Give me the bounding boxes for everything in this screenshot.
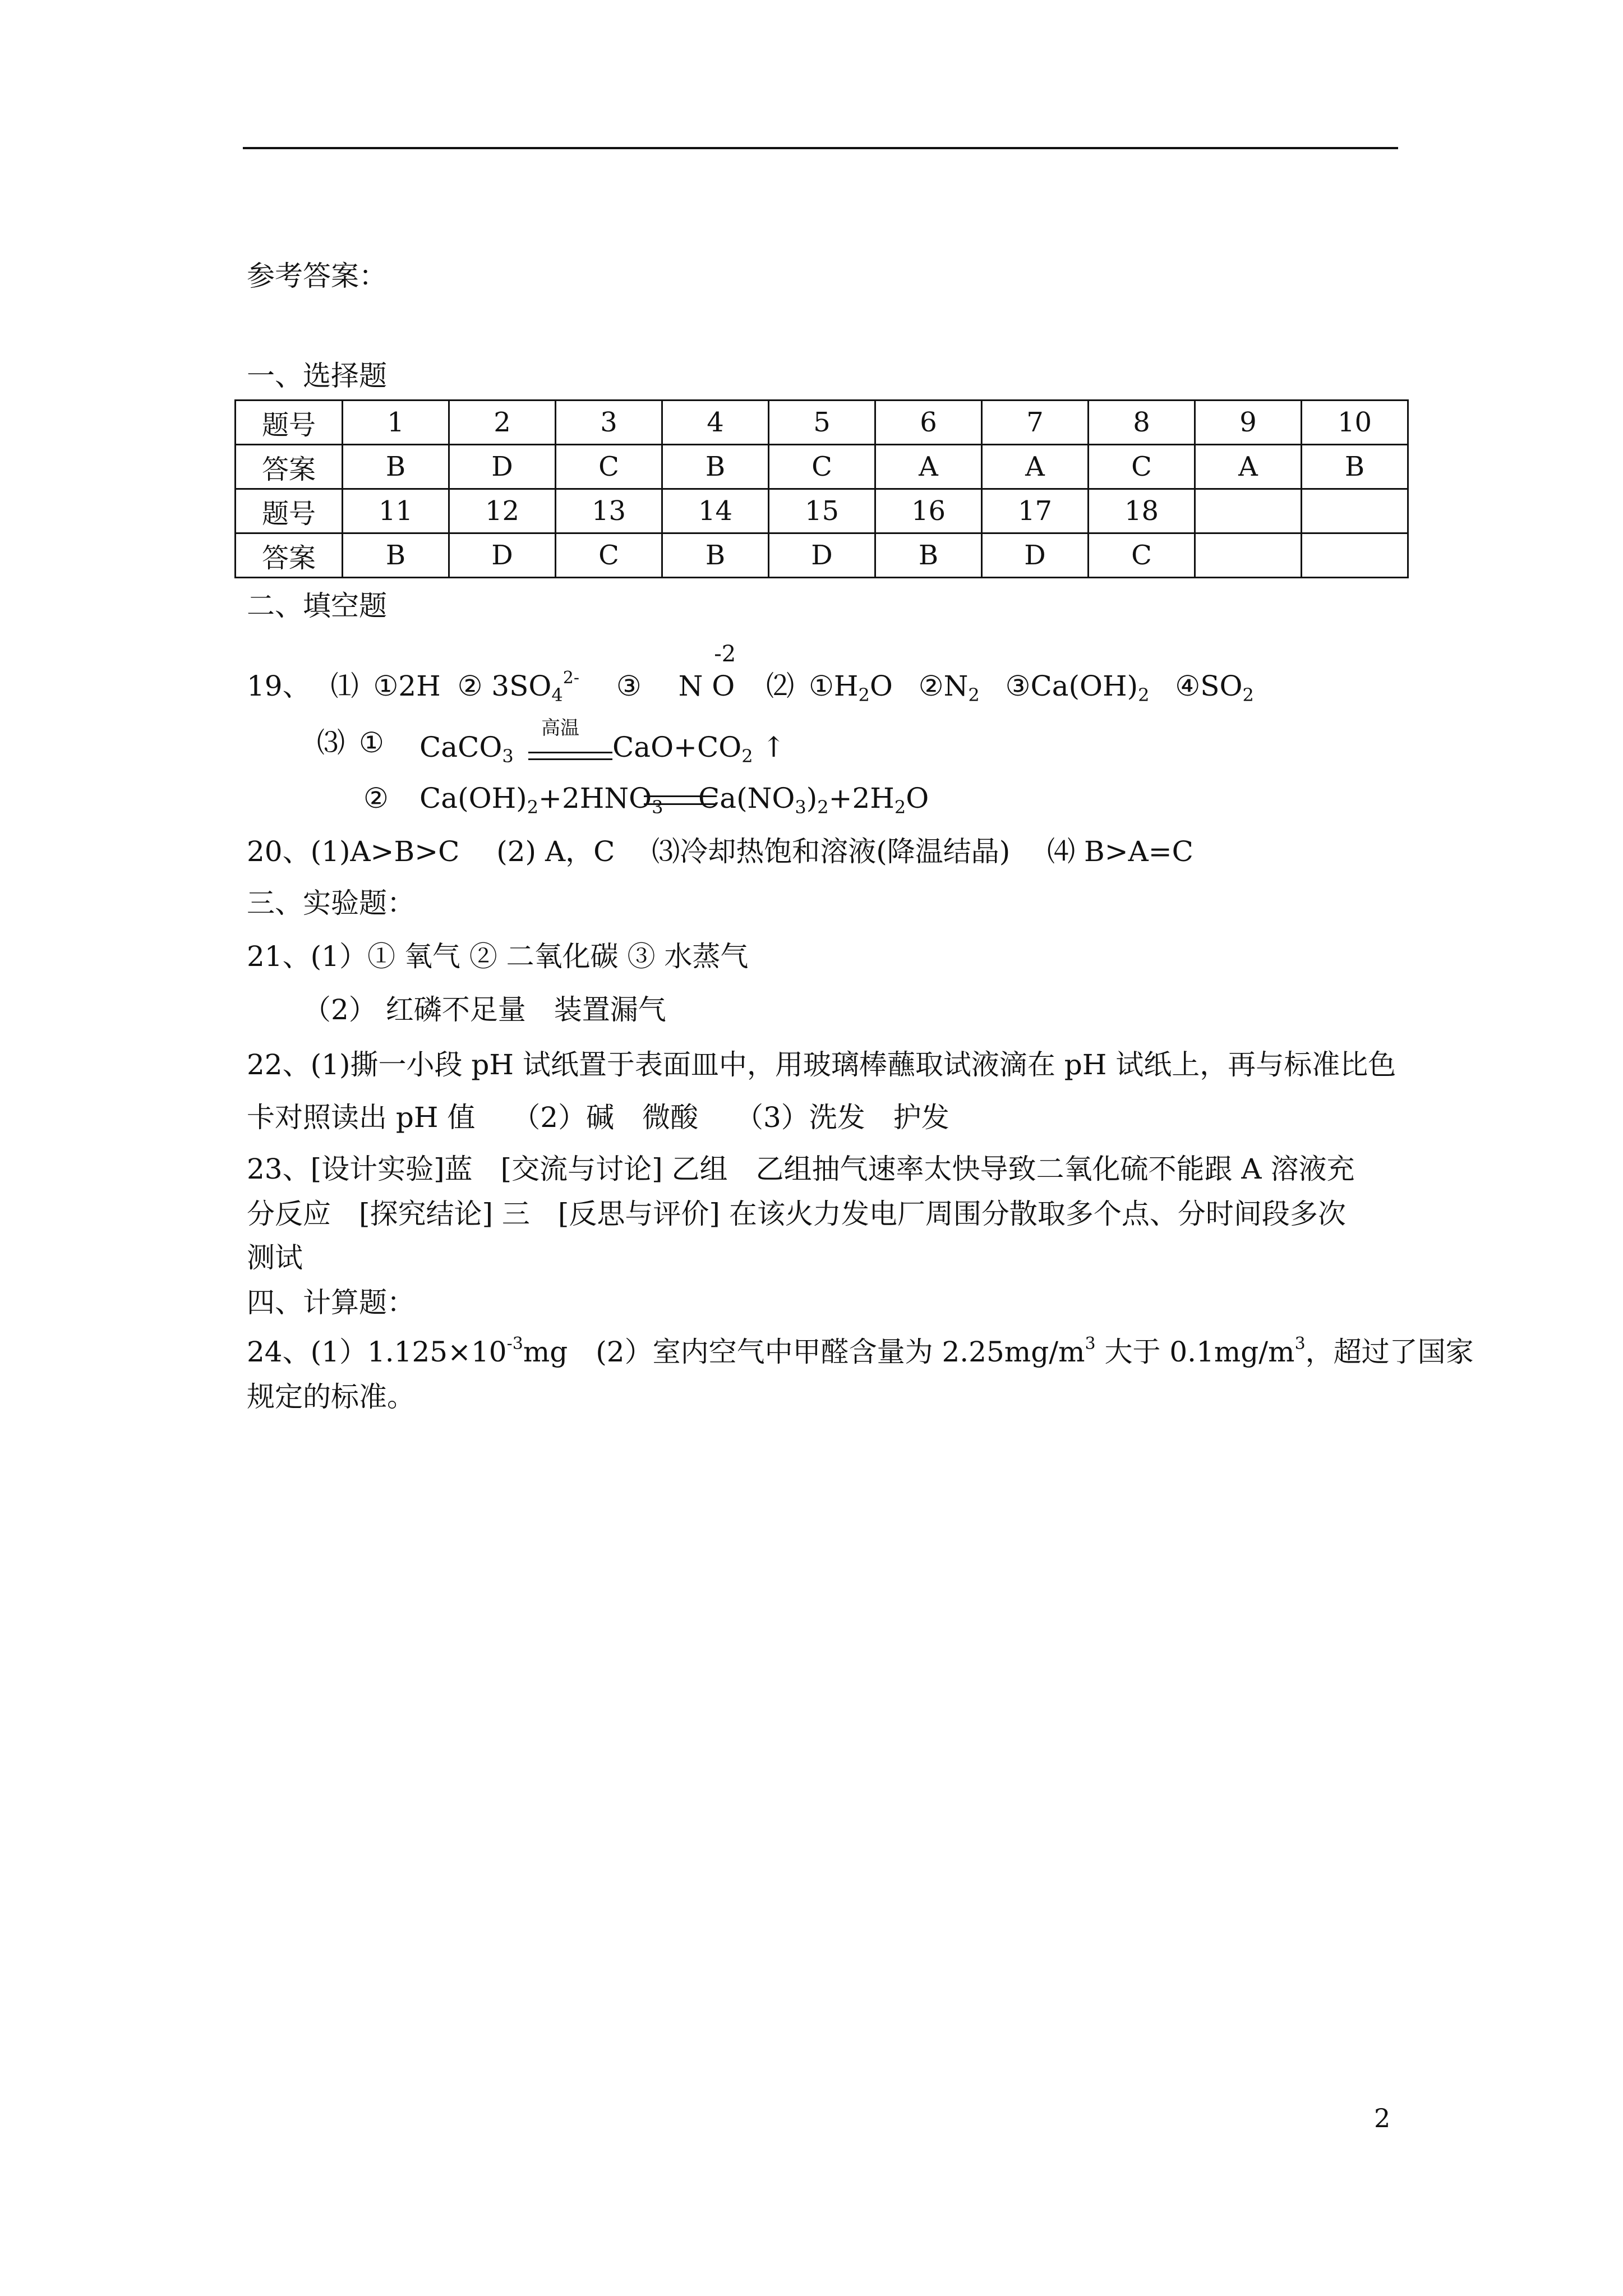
table-cell: B [662,533,769,578]
eq1-product: $CaO+CO_2$ ↑ [612,731,786,767]
section-heading-choice: 一、选择题 [247,360,387,392]
table-cell: C [1089,445,1195,489]
section-heading-calc: 四、计算题： [247,1286,415,1319]
q19-b2: $②N_2$ [918,670,980,706]
q19-part1: ⑴ [330,670,359,702]
q19-charge-label: -2 [714,641,736,667]
table-cell: 9 [1195,401,1302,445]
table-row [236,445,1408,489]
table-cell: A [875,445,982,489]
table-cell: 14 [662,489,769,533]
table-cell: D [769,533,875,578]
table-cell: 5 [769,401,875,445]
q19-number: 19、 [247,670,311,702]
row-header: 题号 [236,489,343,533]
q19-a2: ② $3SO_4^{2-}$ [457,668,579,706]
q23-line3: 测试 [247,1241,303,1274]
table-row [236,401,1408,445]
table-cell: B [343,533,449,578]
table-cell: C [1089,533,1195,578]
table-cell [1302,533,1408,578]
q24-line2: 规定的标准。 [247,1381,415,1413]
table-cell [1195,533,1302,578]
q22-line2: 卡对照读出 pH 值 （2）碱 微酸 （3）洗发 护发 [247,1101,949,1134]
q23-line1: 23、[设计实验]蓝 [交流与讨论] 乙组 乙组抽气速率太快导致二氧化硫不能跟 A 溶液充 [247,1153,1355,1185]
eq2-reactants: $Ca(OH)_2+2HNO_3$ [419,782,663,818]
q19-a3-formula: N O -2 [679,670,735,702]
table-cell: 8 [1089,401,1195,445]
table-cell: 18 [1089,489,1195,533]
table-cell: 4 [662,401,769,445]
table-cell: D [982,533,1089,578]
eq1-reactant: CaCO$_3$ [419,731,514,767]
q19-a1: ①2H [373,670,441,702]
table-cell: 3 [556,401,662,445]
table-cell: 10 [1302,401,1408,445]
q21-line2: （2） 红磷不足量 装置漏气 [303,993,666,1026]
table-row [236,489,1408,533]
eq1-number: ① [359,726,384,759]
q24-line1: 24、$(1)1.125\times 10^{-3}mg$ (2）室内空气中甲醛含量为 $2.25mg/m^3$ 大于 $0.1mg/m^3$，超过了国家 [247,1334,1474,1368]
row-header: 题号 [236,401,343,445]
header-rule [243,147,1398,149]
eq1-condition: 高温 [541,717,579,739]
q19-part2: ⑵ [766,670,795,702]
q20-answer: 20、(1)A>B>C (2) A，C ⑶冷却热饱和溶液(降温结晶) ⑷ B>A=C [247,835,1193,868]
q19-b4: $④SO_2$ [1175,670,1254,706]
q19-line1 [247,641,1254,706]
table-row [236,533,1408,578]
eq2-products: $Ca(NO_3)_2+2H_2O$ [698,782,929,818]
section-heading-experiment: 三、实验题： [247,887,415,919]
table-cell: C [769,445,875,489]
table-cell: D [449,445,556,489]
q19-a3: ③ [616,670,642,702]
row-header: 答案 [236,533,343,578]
table-cell [1195,489,1302,533]
table-cell: B [875,533,982,578]
q19-b3: $③Ca(OH)_2$ [1005,670,1150,706]
q19-b1: $①H_2O$ [809,670,893,706]
doc-title: 参考答案： [247,260,387,292]
table-cell: 15 [769,489,875,533]
table-cell: 6 [875,401,982,445]
eq2-number: ② [363,782,389,815]
table-cell: 7 [982,401,1089,445]
table-cell: A [982,445,1089,489]
table-cell: 16 [875,489,982,533]
eq1-line-bottom [528,758,612,760]
eq1-line-top [528,752,612,753]
table-cell: 12 [449,489,556,533]
table-cell: D [449,533,556,578]
table-cell: C [556,445,662,489]
q19-part3-label: ⑶ [317,726,345,759]
table-cell: 1 [343,401,449,445]
table-cell: A [1195,445,1302,489]
row-header: 答案 [236,445,343,489]
page-number: 2 [1374,2103,1391,2133]
q21-line1: 21、(1）① 氧气 ② 二氧化碳 ③ 水蒸气 [247,940,749,973]
table-cell: 17 [982,489,1089,533]
table-cell: B [343,445,449,489]
q22-line1: 22、(1)撕一小段 pH 试纸置于表面皿中，用玻璃棒蘸取试液滴在 pH 试纸上，再与标准比色 [247,1048,1396,1081]
q23-line2: 分反应 [探究结论] 三 [反思与评价] 在该火力发电厂周围分散取多个点、分时间段多次 [247,1198,1346,1230]
table-cell: B [662,445,769,489]
table-cell: B [1302,445,1408,489]
table-cell: 11 [343,489,449,533]
table-cell [1302,489,1408,533]
gas-arrow-icon: ↑ [762,731,786,763]
table-cell: 2 [449,401,556,445]
table-cell: C [556,533,662,578]
section-heading-fill: 二、填空题 [247,590,387,622]
answer-table [234,399,1409,578]
table-cell: 13 [556,489,662,533]
